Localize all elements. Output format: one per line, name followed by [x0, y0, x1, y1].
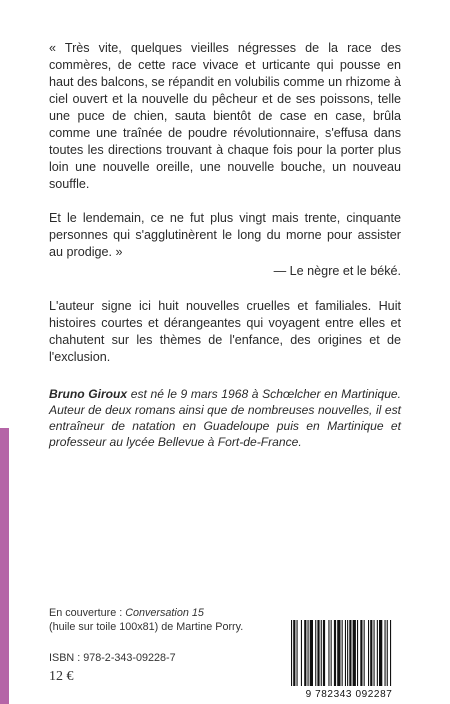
barcode-bar	[334, 620, 336, 686]
barcode-bar	[321, 620, 322, 686]
book-blurb: L'auteur signe ici huit nouvelles cruelles et familiales. Huit histoires courtes et dérangeantes qui voyagent entre elles et chahutent sur les thèmes de l'enfance, des origines et de l'exclusion.	[49, 299, 401, 364]
barcode-bar	[349, 620, 351, 686]
barcode-bar	[374, 620, 375, 686]
excerpt-paragraph-2: Et le lendemain, ce ne fut plus vingt mais trente, cinquante personnes qui s'agglutinèrent le long du morne pour assister au prodige. »	[49, 211, 401, 259]
barcode-bar	[323, 620, 325, 686]
barcode-bar	[301, 620, 302, 686]
barcode-bar	[347, 620, 348, 686]
barcode-bar	[315, 620, 316, 686]
barcode-bar	[385, 620, 386, 686]
barcode-bars	[287, 618, 411, 688]
barcode-digits: 9 782343 092287	[305, 689, 393, 700]
barcode-bar	[370, 620, 372, 686]
back-cover-text	[49, 40, 401, 450]
barcode-bar	[342, 620, 343, 686]
barcode-bar	[297, 620, 298, 686]
isbn-number: ISBN : 978-2-343-09228-7	[49, 652, 176, 664]
barcode-bar	[360, 620, 362, 686]
barcode-bar	[345, 620, 346, 686]
barcode-bar	[291, 620, 292, 686]
barcode-bar	[368, 620, 369, 686]
author-bio-text: est né le 9 mars 1968 à Schœlcher en Martinique. Auteur de deux romans ainsi que de nombreuses nouvelles, il est entraîneur de natation en Guadeloupe puis en Martinique et professeur au lycée Bellevue à Fort-de-France.	[49, 387, 402, 449]
author-name: Bruno Giroux	[49, 387, 128, 401]
barcode-bar	[304, 620, 306, 686]
excerpt-paragraph-1: « Très vite, quelques vieilles négresses de la race des commères, de cette race vivace et urticante qui pousse en haut des balcons, se répandit en volubilis comme un rhizome à ciel ouvert et la nouvelle du pêcheur et de ses poissons, telle une puce de chien, sauta bientôt de case en case, brûla comme une traînée de poudre révolutionnaire, s'effusa dans toutes les directions trouvant à chaque fois pour la porter plus loin une nouvelle oreille, une nouvelle bouche, un nouveau souffle.	[49, 41, 401, 191]
accent-color-bar	[0, 428, 9, 704]
barcode-bar	[317, 620, 319, 686]
excerpt-attribution: — Le nègre et le béké.	[273, 264, 401, 278]
isbn-barcode	[287, 618, 411, 700]
barcode-bar	[293, 620, 295, 686]
cover-artwork-details: (huile sur toile 100x81) de Martine Porry.	[49, 621, 244, 633]
price-label: 12 €	[49, 669, 74, 684]
cover-credit-prefix: En couverture :	[49, 607, 126, 619]
cover-artwork-title: Conversation 15	[125, 607, 204, 619]
author-bio	[49, 386, 401, 450]
barcode-bar	[390, 620, 391, 686]
barcode-bar	[377, 620, 378, 686]
barcode-bar	[331, 620, 332, 686]
barcode-bar	[379, 620, 382, 686]
barcode-bar	[310, 620, 313, 686]
barcode-bar	[357, 620, 358, 686]
barcode-bar	[387, 620, 388, 686]
barcode-bar	[337, 620, 340, 686]
barcode-bar	[364, 620, 365, 686]
barcode-bar	[308, 620, 309, 686]
barcode-bar	[328, 620, 329, 686]
barcode-bar	[353, 620, 356, 686]
